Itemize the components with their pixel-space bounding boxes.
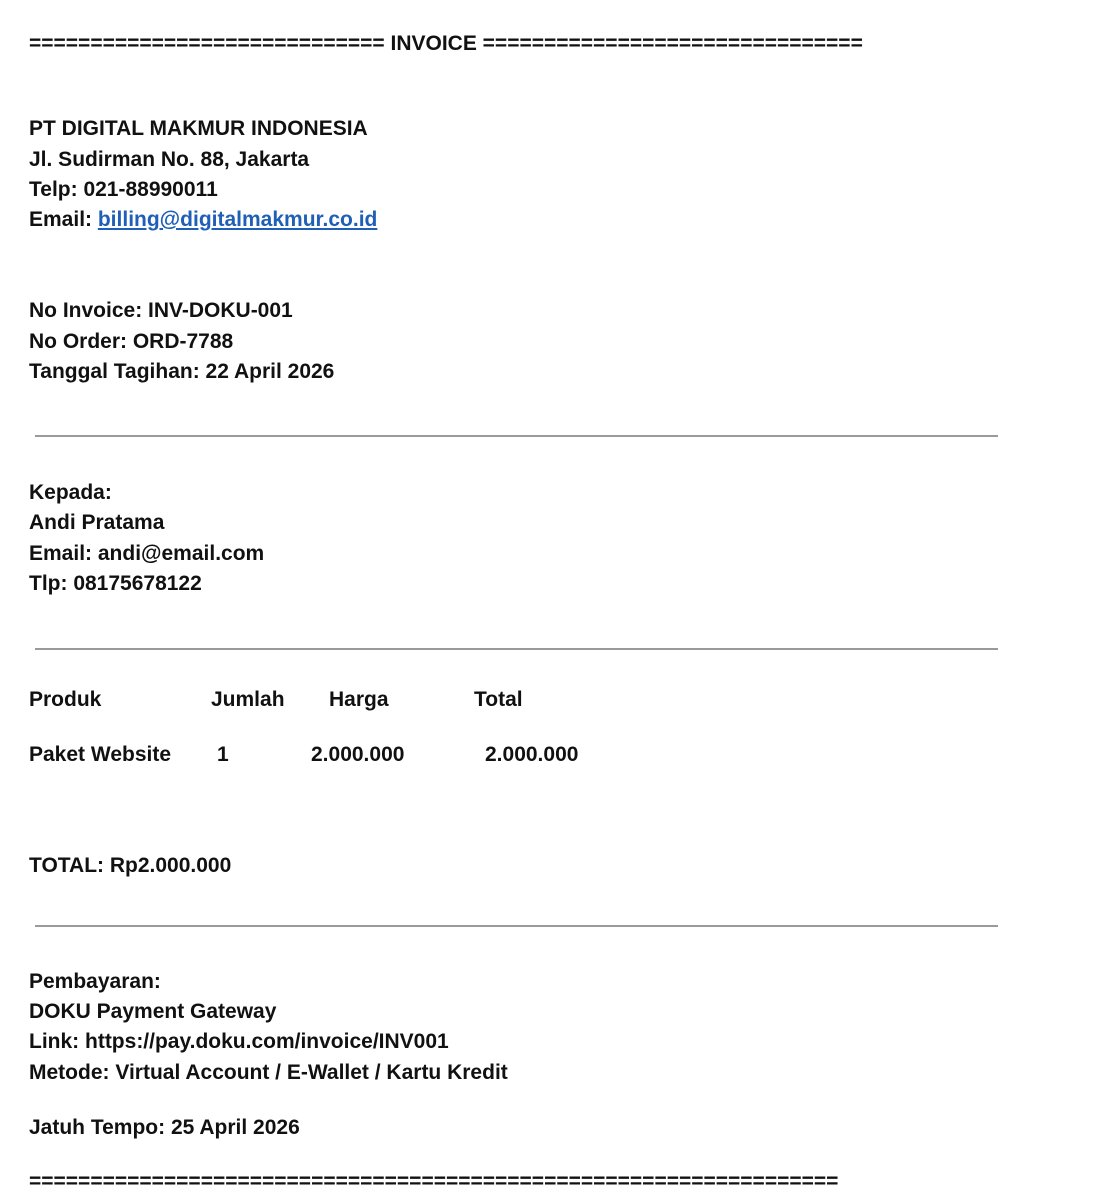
customer-email: Email: andi@email.com [29,542,265,565]
company-phone: Telp: 021-88990011 [29,178,218,201]
column-header-jumlah: Jumlah [211,688,285,711]
order-number: No Order: ORD-7788 [29,330,234,353]
column-header-harga: Harga [329,688,389,711]
grand-total: TOTAL: Rp2.000.000 [29,854,232,877]
customer-phone: Tlp: 08175678122 [29,572,202,595]
company-email-row [29,208,377,232]
payment-method: Metode: Virtual Account / E-Wallet / Kartu Kredit [29,1061,508,1084]
cell-total: 2.000.000 [485,743,579,766]
due-date: Jatuh Tempo: 25 April 2026 [29,1116,300,1139]
payment-gateway: DOKU Payment Gateway [29,1000,277,1023]
customer-name: Andi Pratama [29,511,165,534]
payment-heading: Pembayaran: [29,970,161,993]
company-address: Jl. Sudirman No. 88, Jakarta [29,148,310,171]
company-name: PT DIGITAL MAKMUR INDONESIA [29,117,368,140]
company-email-label: Email: [29,208,98,231]
divider [35,435,998,437]
footer-banner: ================================================================== [29,1170,839,1193]
column-header-produk: Produk [29,688,102,711]
cell-jumlah: 1 [217,743,229,766]
column-header-total: Total [474,688,523,711]
payment-link: Link: https://pay.doku.com/invoice/INV001 [29,1030,449,1053]
divider [35,925,998,927]
customer-heading: Kepada: [29,481,112,504]
header-banner: ============================= INVOICE =============================== [29,32,863,55]
invoice-number: No Invoice: INV-DOKU-001 [29,299,293,322]
cell-produk: Paket Website [29,743,172,766]
company-email-link[interactable]: billing@digitalmakmur.co.id [97,208,378,231]
invoice-date: Tanggal Tagihan: 22 April 2026 [29,360,335,383]
cell-harga: 2.000.000 [311,743,405,766]
divider [35,648,998,650]
